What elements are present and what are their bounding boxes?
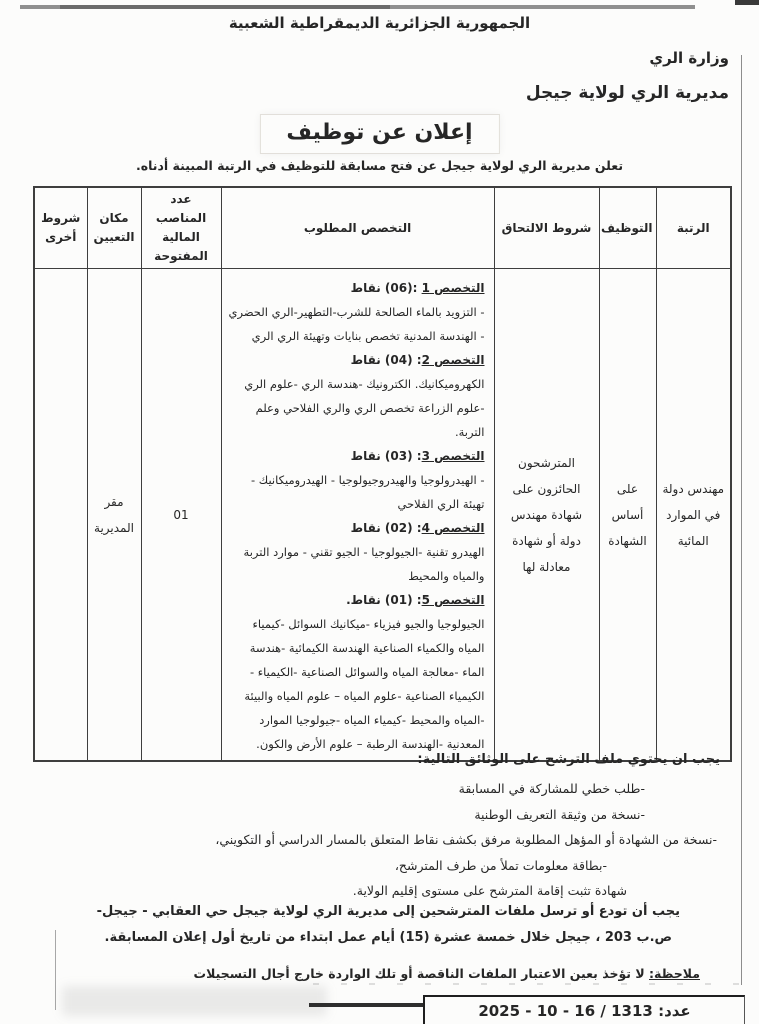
spec-text: الكهروميكانيك. الكترونيك -هندسة الري -علوم الري -علوم الزراعة تخصص الري والري الفلاحي وعلم التربة. xyxy=(244,377,485,439)
watermark-smudge xyxy=(62,986,327,1016)
spec-label: التخصص 3 xyxy=(421,449,485,463)
table-row xyxy=(34,269,731,762)
submission-line-1: يجب أن تودع أو ترسل ملفات المترشحين إلى مديرية الري لولاية جيجل حي العقابي - جيجل- xyxy=(96,904,680,919)
spec-item xyxy=(228,588,485,756)
note-text: لا تؤخذ بعين الاعتبار الملفات الناقصة أو تلك الواردة خارج أجال التسجيلات xyxy=(193,966,649,981)
announcement-title: إعلان عن توظيف xyxy=(259,114,499,154)
spec-text: الجيولوجيا والجيو فيزياء -ميكانيك السوائل -كيمياء المياه والكمياء الصناعية الهندسة الكيمائية -هندسة الماء -معالجة المياه والسوائل الصناعية -الكيمياء - الكيمياء الصناعية -علوم المياه – علوم المياه والبيئة -المياه والمحيط -كيمياء المياه -جيولوجيا الموارد المعدنية -الهندسة الرطبة – علوم الأرض والكون. xyxy=(244,617,485,751)
top-scan-rule-dark xyxy=(60,5,390,9)
other-conditions-cell xyxy=(34,269,87,762)
spec-item xyxy=(228,348,485,444)
spec-text: الهيدرو تقنية -الجيولوجيا - الجيو تقني - موارد التربة والمياه والمحيط xyxy=(243,545,485,583)
announcement-subtitle: تعلن مديرية الري لولاية جيجل عن فتح مسابقة للتوظيف في الرتبة المبينة أدناه. xyxy=(135,158,624,173)
documents-intro: يجب ان يحتوي ملف الترشح على الوثائق التالية: xyxy=(417,752,720,767)
spec-item xyxy=(228,276,485,348)
left-page-border xyxy=(55,930,56,1010)
right-page-border xyxy=(741,55,742,985)
location-cell: مقر المديرية xyxy=(87,269,141,762)
note-line xyxy=(194,966,700,981)
spec-points: : (01) نقاط. xyxy=(346,593,422,607)
column-header-specialization: التخصص المطلوب xyxy=(221,187,494,269)
column-header-recruitment: التوظيف xyxy=(599,187,656,269)
directorate-title: مديرية الري لولاية جيجل xyxy=(525,83,729,103)
recruitment-table xyxy=(33,186,732,762)
specializations-cell xyxy=(221,269,494,762)
spec-item xyxy=(228,444,485,516)
column-header-location: مكان التعيين xyxy=(87,187,141,269)
spec-text: - الهيدرولوجيا والهيدروجيولوجيا - الهيدروميكانيك - تهيئة الري الفلاحي xyxy=(250,473,485,511)
submission-line-2: ص.ب 203 ، جيجل خلال خمسة عشرة (15) أيام عمل ابتداء من تاريخ أول إعلان المسابقة. xyxy=(104,930,672,945)
spec-points: :(06) نقاط xyxy=(350,281,422,295)
document-item: -طلب خطي للمشاركة في المسابقة xyxy=(458,781,645,796)
note-label: ملاحظة: xyxy=(649,966,700,981)
republic-title: الجمهورية الجزائرية الديمقراطية الشعبية xyxy=(228,14,531,32)
spec-label: التخصص 5 xyxy=(421,593,485,607)
table-header-row xyxy=(34,187,731,269)
reference-rule xyxy=(309,1003,425,1007)
reference-box xyxy=(423,995,745,1024)
column-header-eligibility: شروط الالتحاق xyxy=(494,187,599,269)
spec-points: : (02) نقاط xyxy=(350,521,422,535)
spec-item xyxy=(228,516,485,588)
spec-label: التخصص 1 xyxy=(421,281,485,295)
document-item: شهادة تثبت إقامة المترشح على مستوى إقليم الولاية. xyxy=(352,883,627,898)
reference-number: عدد: 1313 / 16 - 10 - 2025 xyxy=(478,1001,691,1020)
spec-text: - التزويد بالماء الصالحة للشرب-التطهير-الري الحضري - الهندسة المدنية تخصص بنايات وتهيئة الري الري xyxy=(228,305,485,343)
column-header-rank: الرتبة xyxy=(656,187,731,269)
document-item: -نسخة من وثيقة التعريف الوطنية xyxy=(474,807,645,822)
document-item: -بطاقة معلومات تملأ من طرف المترشح، xyxy=(394,858,607,873)
column-header-other-conditions: شروط أخرى xyxy=(34,187,87,269)
scan-noise-row xyxy=(309,983,739,985)
spec-label: التخصص 4 xyxy=(421,521,485,535)
spec-points: : (03) نقاط xyxy=(350,449,422,463)
spec-points: : (04) نقاط xyxy=(350,353,422,367)
spec-label: التخصص 2 xyxy=(421,353,485,367)
positions-count-cell: 01 xyxy=(141,269,221,762)
recruitment-mode-cell: على أساس الشهادة xyxy=(599,269,656,762)
column-header-open-positions: عدد المناصب المالية المفتوحة xyxy=(141,187,221,269)
document-item: -نسخة من الشهادة أو المؤهل المطلوبة مرفق بكشف نقاط المتعلق بالمسار الدراسي أو التكويني، xyxy=(215,832,717,847)
eligibility-cell: المترشحون الحائزون على شهادة مهندس دولة أو شهادة معادلة لها xyxy=(494,269,599,762)
ministry-title: وزارة الري xyxy=(649,49,729,67)
corner-scan-mark xyxy=(735,0,759,5)
rank-cell: مهندس دولة في الموارد المائية xyxy=(656,269,731,762)
